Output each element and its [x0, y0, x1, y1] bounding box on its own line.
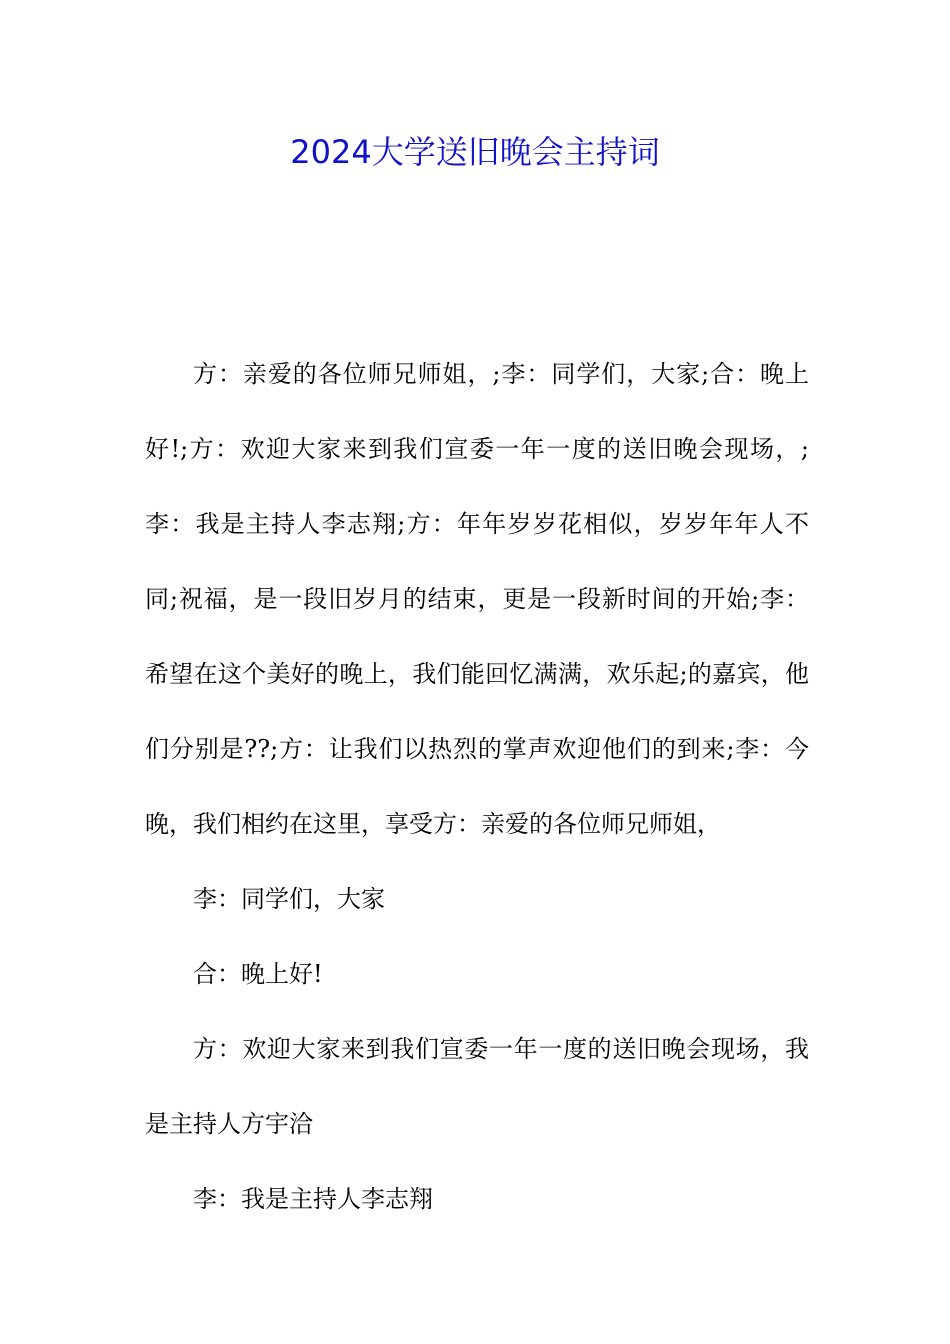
paragraph-5: 李：我是主持人李志翔: [193, 1185, 433, 1213]
paragraph-1: 方：亲爱的各位师兄师姐，;李：同学们，大家;合：晚上好!;方：欢迎大家来到我们宣委一年一度的送旧晚会现场，;李：我是主持人李志翔;方：年年岁岁花相似，岁岁年年人不同;祝福，是一段旧岁月的结束，更是一段新时间的开始;李：希望在这个美好的晚上，我们能回忆满满，欢乐起;的嘉宾，他们分别是??;方：让我们以热烈的掌声欢迎他们的到来;李：今晚，我们相约在这里，享受方：亲爱的各位师兄师姐，: [145, 360, 809, 838]
paragraph-2: 李：同学们，大家: [193, 885, 385, 913]
document-title: 2024大学送旧晚会主持词: [290, 133, 660, 171]
paragraph-4: 方：欢迎大家来到我们宣委一年一度的送旧晚会现场，我是主持人方宇洽: [145, 1035, 809, 1138]
paragraph-3: 合：晚上好!: [193, 960, 323, 988]
document-body: [145, 337, 809, 1237]
